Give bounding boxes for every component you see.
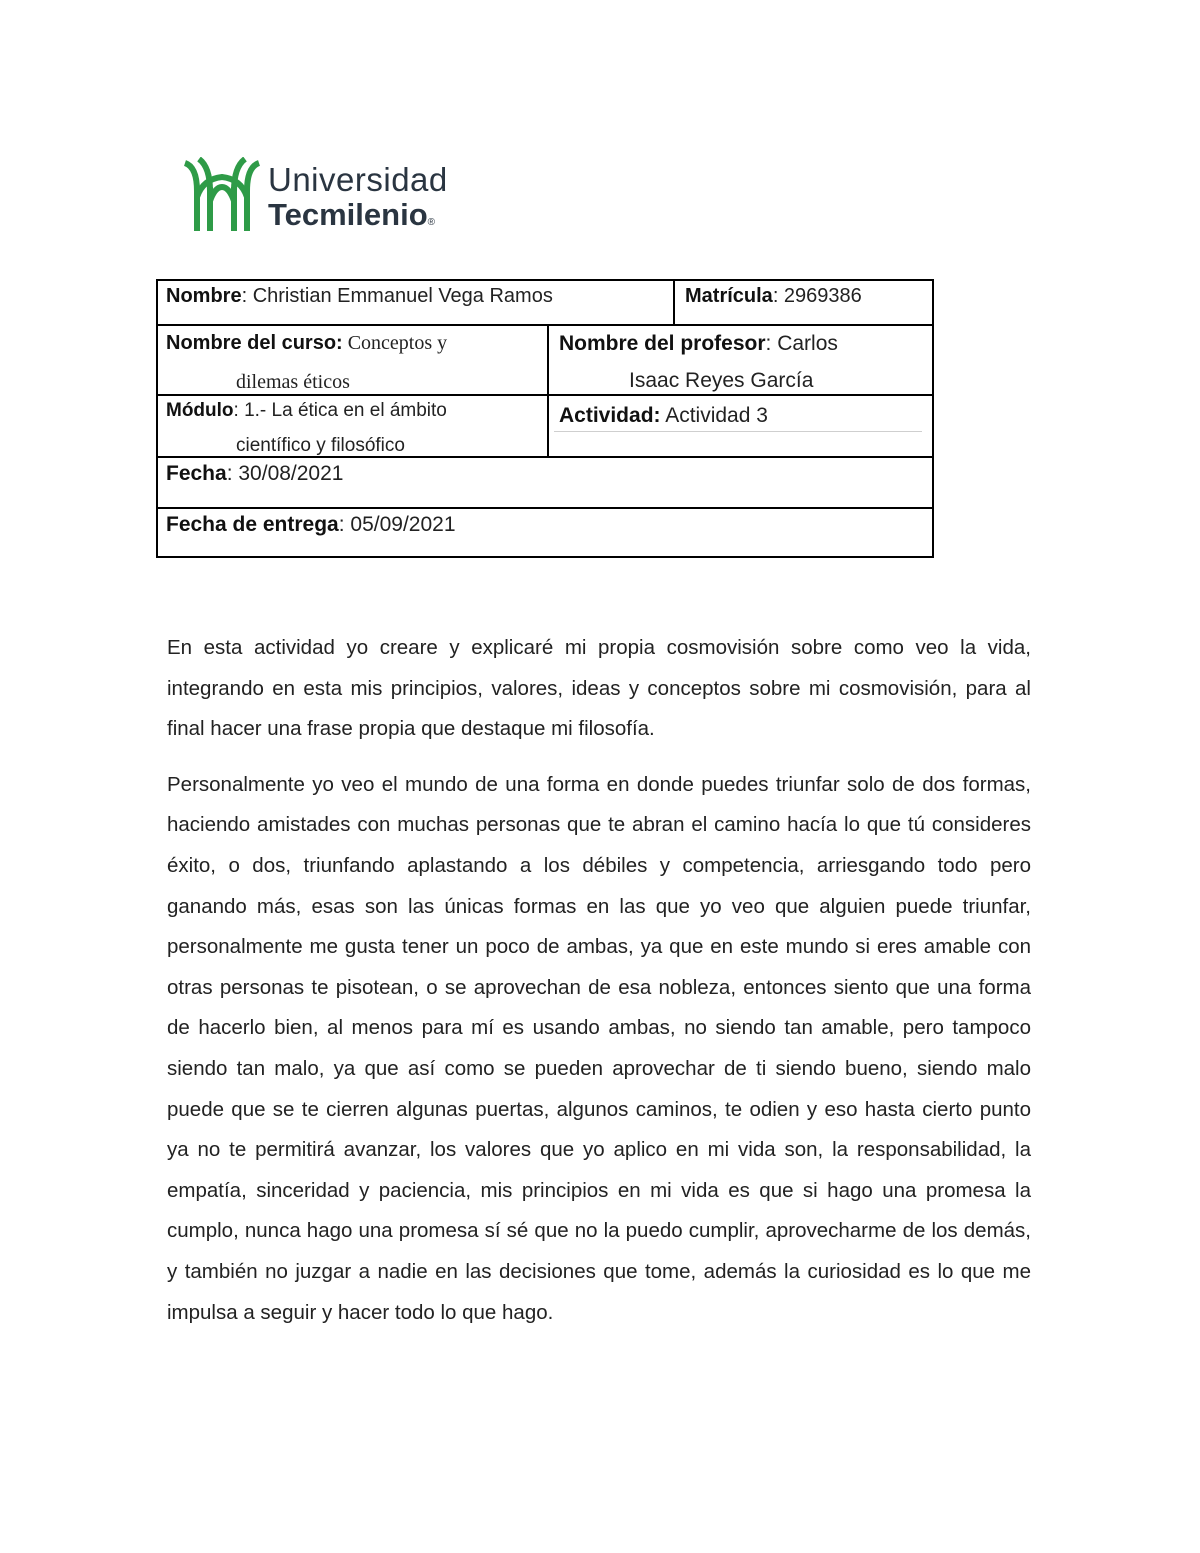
table-border-bottom — [156, 556, 934, 558]
main-paragraph: Personalmente yo veo el mundo de una forma en donde puedes triunfar solo de dos formas, haciendo amistades con muchas personas que te abran el camino hacía lo que tú consideres éxito, o dos, triunfando aplastando a los débiles y competencia, arriesgando todo pero ganando más, esas son las únicas formas en las que yo veo que alguien puede triunfar, personalmente me gusta tener un poco de ambas, ya que en este mundo si eres amable con otras personas te pisotean, o se aprovechan de esa nobleza, entonces siento que una forma de hacerlo bien, al menos para mí es usando ambas, no siendo tan amable, pero tampoco siendo tan malo, ya que así como se pueden aprovechar de ti siendo bueno, siendo malo puede que se te cierren algunas puertas, algunos caminos, te odien y eso hasta cierto punto ya no te permitirá avanzar, los valores que yo aplico en mi vida son, la responsabilidad, la empatía, sinceridad y paciencia, mis principios en mi vida es que si hago una promesa la cumplo, nunca hago una promesa sí sé que no la puedo cumplir, aprovecharme de los demás, y también no juzgar a nadie en las decisiones que tome, además la curiosidad es lo que me impulsa a seguir y hacer todo lo que hago. — [167, 772, 1031, 1324]
curso-value-line2: dilemas éticos — [236, 371, 350, 393]
curso-value-line1: Conceptos y — [342, 332, 448, 354]
table-border-top — [156, 279, 934, 281]
modulo-cell — [156, 397, 457, 425]
profesor-value-line2: Isaac Reyes García — [629, 369, 814, 392]
modulo-value-line1: : 1.- La ética en el ámbito — [233, 400, 447, 421]
table-row-divider — [156, 324, 934, 326]
logo-line-tecmilenio — [268, 197, 435, 233]
modulo-value-line2: científico y filosófico — [236, 435, 405, 456]
nombre-value: : Christian Emmanuel Vega Ramos — [241, 285, 553, 307]
actividad-value: Actividad 3 — [660, 404, 768, 427]
registered-mark: ® — [427, 217, 436, 228]
actividad-label: Actividad: — [559, 404, 661, 427]
student-info-table — [156, 279, 934, 558]
matricula-cell — [675, 282, 872, 311]
intro-paragraph: En esta actividad yo creare y explicaré mi propia cosmovisión sobre como veo la vida, integrando en esta mis principios, valores, ideas y conceptos sobre mi cosmovisión, para al final hacer una frase propia que destaque mi filosofía. — [167, 636, 1031, 741]
entrega-value: : 05/09/2021 — [338, 513, 456, 536]
profesor-value-line1: : Carlos — [765, 332, 838, 355]
entrega-cell — [156, 510, 466, 540]
curso-cell — [156, 329, 457, 358]
table-border-right — [932, 279, 934, 558]
fecha-value: : 30/08/2021 — [226, 462, 344, 485]
profesor-label: Nombre del profesor — [559, 332, 766, 355]
table-row-divider — [156, 394, 934, 396]
essay-body — [167, 628, 1031, 1348]
entrega-label: Fecha de entrega — [166, 513, 339, 536]
actividad-underline — [554, 431, 922, 432]
fecha-cell — [156, 459, 353, 489]
table-row-divider — [156, 507, 934, 509]
matricula-label: Matrícula — [685, 285, 773, 307]
logo-line-universidad: Universidad — [268, 161, 448, 198]
fecha-label: Fecha — [166, 462, 227, 485]
actividad-cell — [549, 401, 778, 431]
nombre-label: Nombre — [166, 285, 242, 307]
modulo-label: Módulo — [166, 400, 234, 421]
university-logo — [183, 157, 483, 237]
profesor-cell — [549, 329, 848, 359]
nombre-cell — [156, 282, 563, 311]
tecmilenio-emblem-icon — [183, 157, 261, 233]
logo-tecmilenio-text: Tecmilenio — [268, 197, 428, 232]
matricula-value: : 2969386 — [772, 285, 862, 307]
curso-label: Nombre del curso: — [166, 332, 343, 354]
